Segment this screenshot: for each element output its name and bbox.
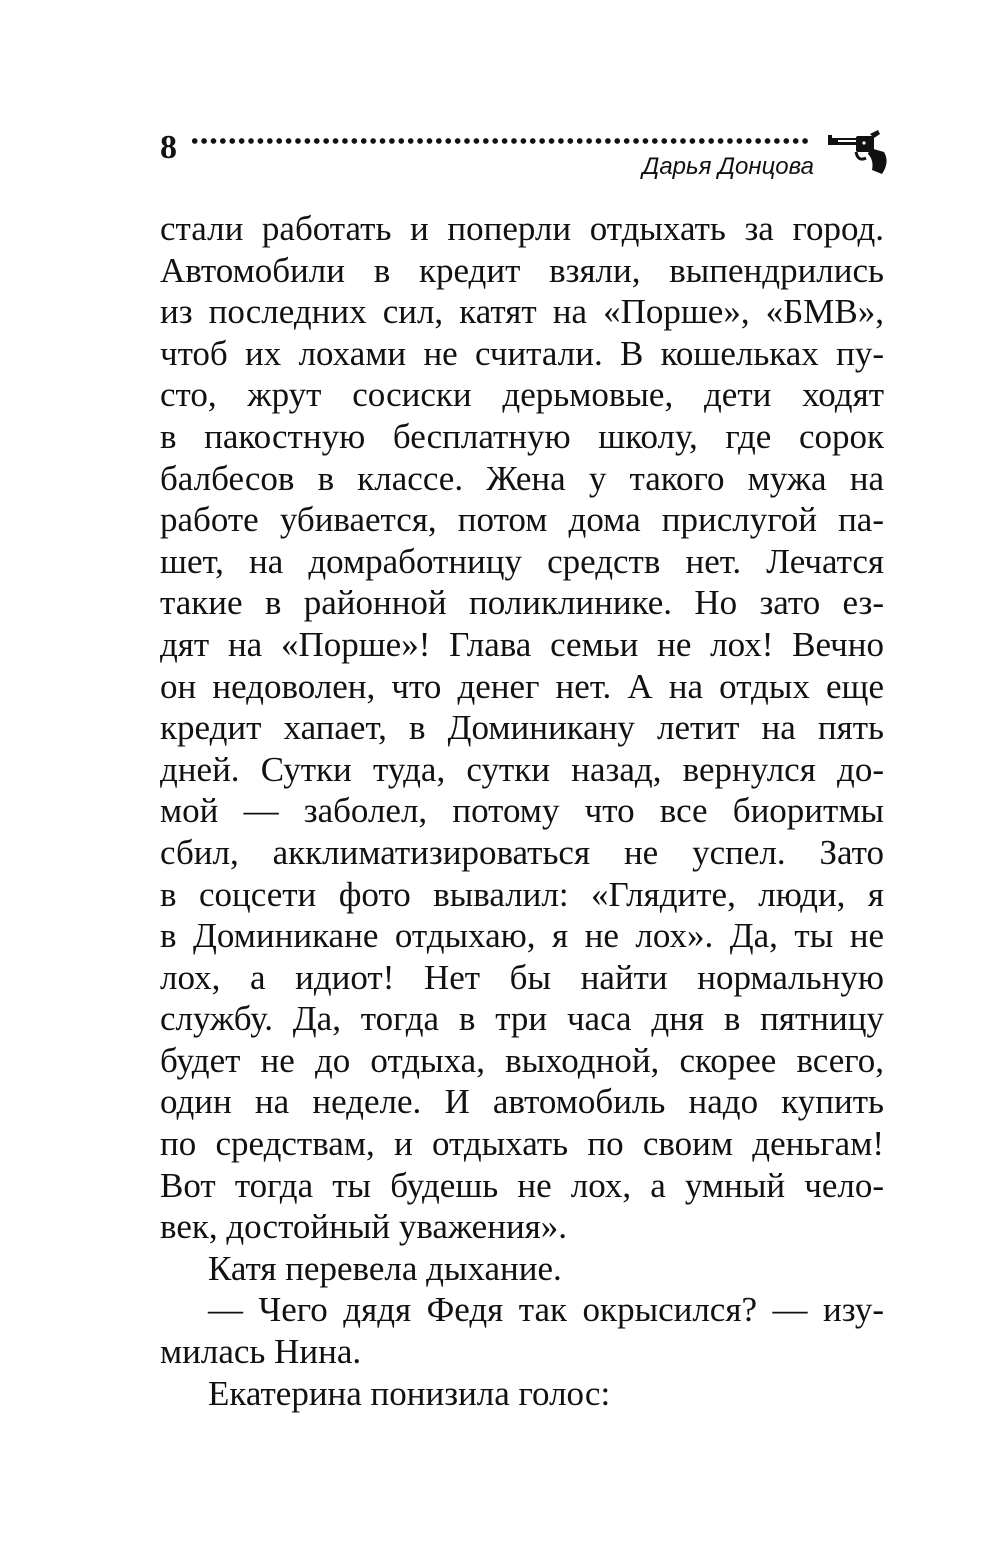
text-line: из последних сил, катят на «Порше», «БМВ», — [160, 292, 884, 332]
dotted-rule — [190, 136, 810, 146]
text-line: в соцсети фото вывалил: «Глядите, люди, я — [160, 874, 884, 914]
text-line: дят на «Порше»! Глава семьи не лох! Вечно — [160, 624, 884, 664]
text-line: шет, на домработницу средств нет. Лечатся — [160, 541, 884, 581]
text-line: милась Нина. — [160, 1332, 362, 1372]
text-line: один на неделе. И автомобиль надо купить — [160, 1082, 884, 1122]
text-line: чтоб их лохами не считали. В кошельках пу- — [160, 333, 884, 373]
text-line: лох, а идиот! Нет бы найти нормальную — [160, 957, 884, 997]
paragraph-first-line: Катя перевела дыхание. — [208, 1248, 562, 1288]
text-line: стали работать и поперли отдыхать за город. — [160, 209, 884, 248]
text-line: в Доминикане отдыхаю, я не лох». Да, ты не — [160, 916, 884, 956]
text-line: будет не до отдыха, выходной, скорее всего, — [160, 1040, 884, 1080]
text-line: мой — заболел, потому что все биоритмы — [160, 791, 884, 831]
text-line: такие в районной поликлинике. Но зато ез- — [160, 583, 884, 623]
paragraph-first-line: Екатерина понизила голос: — [208, 1373, 611, 1413]
text-line: в пакостную бесплатную школу, где сорок — [160, 416, 884, 456]
text-line: Автомобили в кредит взяли, выпендрились — [160, 250, 884, 290]
text-line: он недоволен, что денег нет. А на отдых еще — [160, 666, 884, 706]
text-line: работе убивается, потом дома прислугой па- — [160, 500, 884, 540]
page-number: 8 — [160, 129, 177, 166]
text-line: кредит хапает, в Доминикану летит на пять — [160, 708, 884, 748]
text-line: век, достойный уважения». — [160, 1207, 568, 1247]
text-line: балбесов в классе. Жена у такого мужа на — [160, 458, 884, 498]
paragraph-first-line: — Чего дядя Федя так окрысился? — изу- — [208, 1290, 884, 1330]
text-line: службу. Да, тогда в три часа дня в пятницу — [160, 999, 884, 1039]
text-line: Вот тогда ты будешь не лох, а умный чело- — [160, 1165, 884, 1205]
body-text — [160, 208, 884, 1414]
text-line: сбил, акклиматизироваться не успел. Зато — [160, 832, 884, 872]
running-header — [0, 0, 1000, 200]
revolver-icon — [826, 128, 890, 176]
text-line: сто, жрут сосиски дерьмовые, дети ходят — [160, 375, 884, 415]
text-line: дней. Сутки туда, сутки назад, вернулся до- — [160, 749, 884, 789]
text-line: по средствам, и отдыхать по своим деньгам! — [160, 1124, 884, 1164]
running-header-author: Дарья Донцова — [642, 153, 814, 180]
